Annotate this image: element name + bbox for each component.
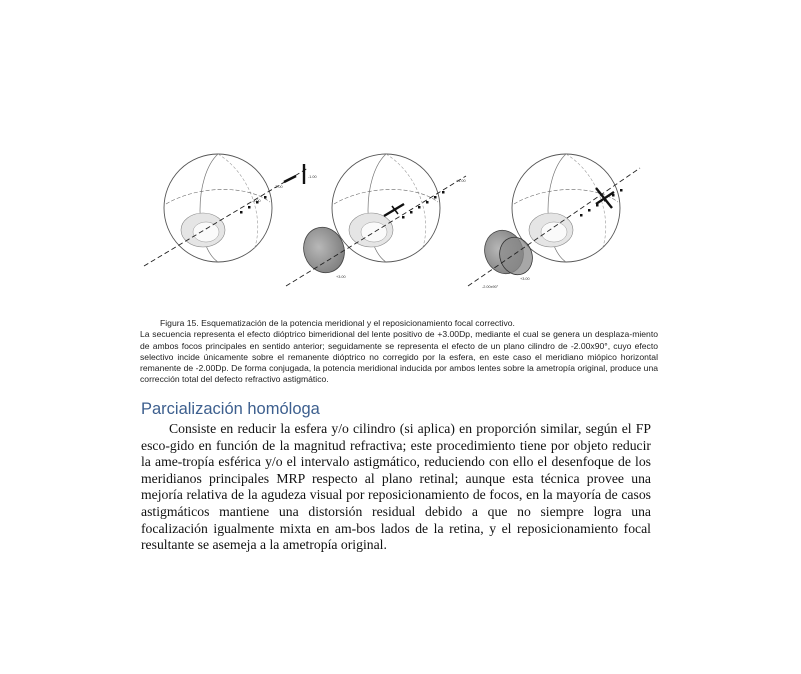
figure-label: +1.00 xyxy=(456,179,466,183)
figure-label-plus3: +3.00 xyxy=(336,275,346,279)
eye-panel-2 xyxy=(286,154,466,286)
eye-panel-3 xyxy=(468,154,640,289)
caption-body: La secuencia representa el efecto dióptrico bimeridional del lente positivo de +3.00Dp, mediante el cual se genera un desplaza-miento de ambos focos principales en sentido anterior; seguidamente se representa el efecto de un plano cilindro de -2.00x90°, cuyo efecto selectivo incide únicamente sobre el remanente dióptrico no corregido por la esfera, en este caso el meridiano miópico horizontal remanente de -2.00Dp. De forma conjugada, la potencia meridional inducida por ambos lentes sobre la ametropía original, produce una corrección total del defecto refractivo astigmático. xyxy=(140,329,658,385)
body-paragraph: Consiste en reducir la esfera y/o cilindro (si aplica) en proporción similar, según el FP esco-gido en función de la magnitud refractiva; este procedimiento tiene por objeto reducir la ame-tropía esférica y/o el intervalo astigmático, reduciendo con ello el desenfoque de los meridianos principales MRP respecto al plano retinal; aunque esta técnica provee una mejoría relativa de la agudeza visual por reposicionamiento de focos, en la mayoría de casos astigmáticos mantiene una distorsión residual debido a que no siempre logra una focalización igualmente mixta en am-bos lados de la retina, y el reposicionamiento focal resultante se asemeja a la ametropía original. xyxy=(141,421,651,553)
figure-label: -3.00 xyxy=(252,199,261,203)
figure-caption xyxy=(140,318,658,386)
figure-label: -2.00 xyxy=(274,185,283,189)
figure-label-cyl: -2.00x90° xyxy=(482,285,499,289)
eye-panel-1 xyxy=(144,154,317,266)
figure-label-plus3-lens: +3.00 xyxy=(520,277,530,281)
figure-label: -1.00 xyxy=(308,175,317,179)
section-heading: Parcialización homóloga xyxy=(141,400,320,418)
caption-title: Figura 15. Esquematización de la potencia meridional y el reposicionamiento focal correctivo. xyxy=(160,318,515,328)
figure-eye-diagrams xyxy=(136,146,660,306)
